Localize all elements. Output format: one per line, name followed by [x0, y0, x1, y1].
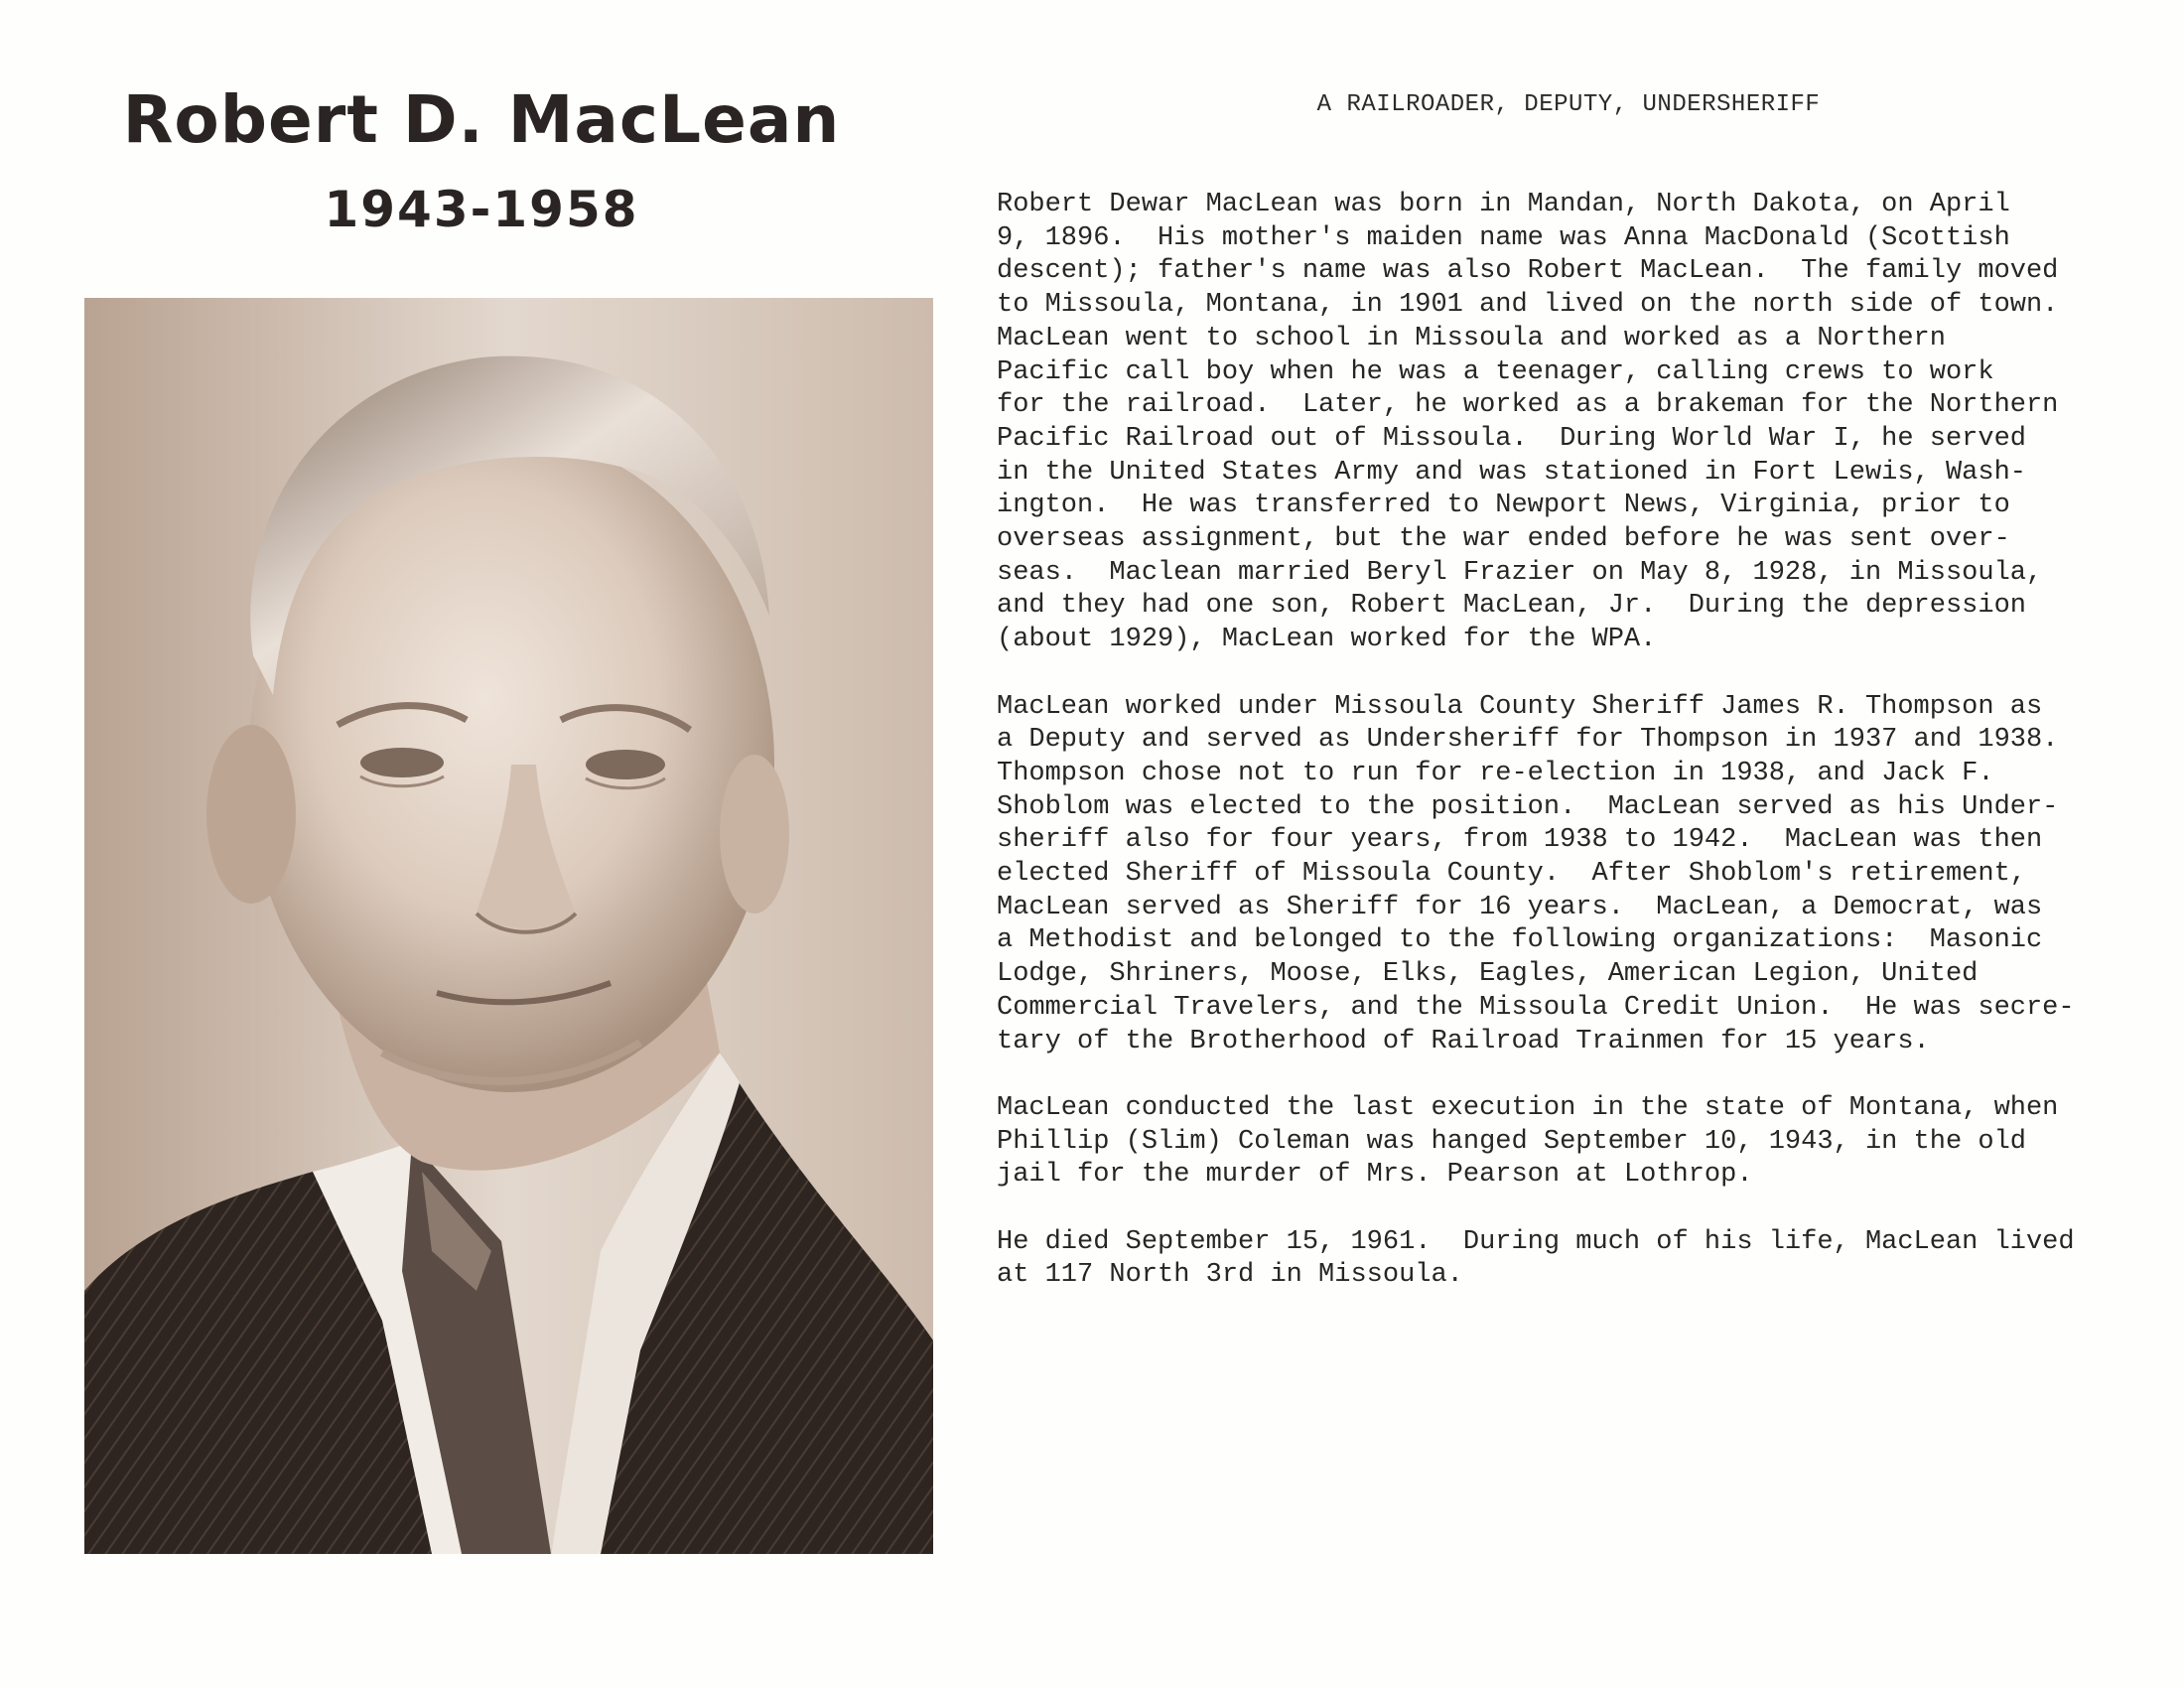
text-line: Pacific Railroad out of Missoula. During World War I, he served — [997, 423, 2026, 454]
text-line: and they had one son, Robert MacLean, Jr. During the depression — [997, 591, 2026, 622]
text-line: Pacific call boy when he was a teenager, calling crews to work — [997, 356, 1994, 387]
text-line: in the United States Army and was stationed in Fort Lewis, Wash- — [997, 457, 2026, 488]
text-line: overseas assignment, but the war ended before he was sent over- — [997, 524, 2010, 555]
text-line: tary of the Brotherhood of Railroad Trainmen for 15 years. — [997, 1026, 1930, 1056]
text-line: for the railroad. Later, he worked as a brakeman for the Northern — [997, 390, 2059, 421]
text-line: to Missoula, Montana, in 1901 and lived on the north side of town. — [997, 290, 2059, 321]
text-line: MacLean went to school in Missoula and worked as a Northern — [997, 323, 1946, 353]
article-paragraph-2 — [997, 691, 2138, 1059]
text-line: seas. Maclean married Beryl Frazier on May 8, 1928, in Missoula, — [997, 557, 2043, 588]
text-line: MacLean served as Sheriff for 16 years. MacLean, a Democrat, was — [997, 892, 2043, 922]
text-line: sheriff also for four years, from 1938 to 1942. MacLean was then — [997, 825, 2043, 856]
text-line: He died September 15, 1961. During much of his life, MacLean lived — [997, 1226, 2075, 1257]
portrait-illustration — [84, 298, 933, 1554]
article-paragraph-4 — [997, 1226, 2138, 1293]
text-line: Lodge, Shriners, Moose, Elks, Eagles, American Legion, United — [997, 959, 1979, 990]
text-line: ington. He was transferred to Newport News, Virginia, prior to — [997, 491, 2010, 521]
text-line: Shoblom was elected to the position. MacLean served as his Under- — [997, 791, 2059, 822]
text-line: Robert Dewar MacLean was born in Mandan, North Dakota, on April — [997, 190, 2010, 219]
text-line: jail for the murder of Mrs. Pearson at Lothrop. — [997, 1160, 1753, 1191]
text-line: MacLean worked under Missoula County Sheriff James R. Thompson as — [997, 691, 2043, 722]
term-years: 1943-1958 — [324, 181, 639, 238]
text-line: Thompson chose not to run for re-election in 1938, and Jack F. — [997, 758, 1994, 788]
article-paragraph-1 — [997, 189, 2138, 657]
article-paragraph-3 — [997, 1092, 2138, 1193]
article-body — [997, 189, 2138, 1327]
text-line: MacLean conducted the last execution in the state of Montana, when — [997, 1092, 2059, 1123]
article-title: A RAILROADER, DEPUTY, UNDERSHERIFF — [1316, 91, 1821, 118]
text-line: 9, 1896. His mother's maiden name was Anna MacDonald (Scottish — [997, 222, 2010, 253]
text-line: a Methodist and belonged to the following organizations: Masonic — [997, 925, 2043, 956]
page-title: Robert D. MacLean — [122, 81, 841, 158]
text-line: at 117 North 3rd in Missoula. — [997, 1260, 1463, 1291]
text-line: (about 1929), MacLean worked for the WPA. — [997, 625, 1657, 655]
text-line: a Deputy and served as Undersheriff for Thompson in 1937 and 1938. — [997, 725, 2059, 756]
portrait-photo — [84, 298, 933, 1554]
text-line: elected Sheriff of Missoula County. After Shoblom's retirement, — [997, 859, 2026, 890]
text-line: Commercial Travelers, and the Missoula Credit Union. He was secre- — [997, 992, 2075, 1023]
text-line: Phillip (Slim) Coleman was hanged September 10, 1943, in the old — [997, 1126, 2026, 1157]
text-line: descent); father's name was also Robert MacLean. The family moved — [997, 256, 2059, 287]
